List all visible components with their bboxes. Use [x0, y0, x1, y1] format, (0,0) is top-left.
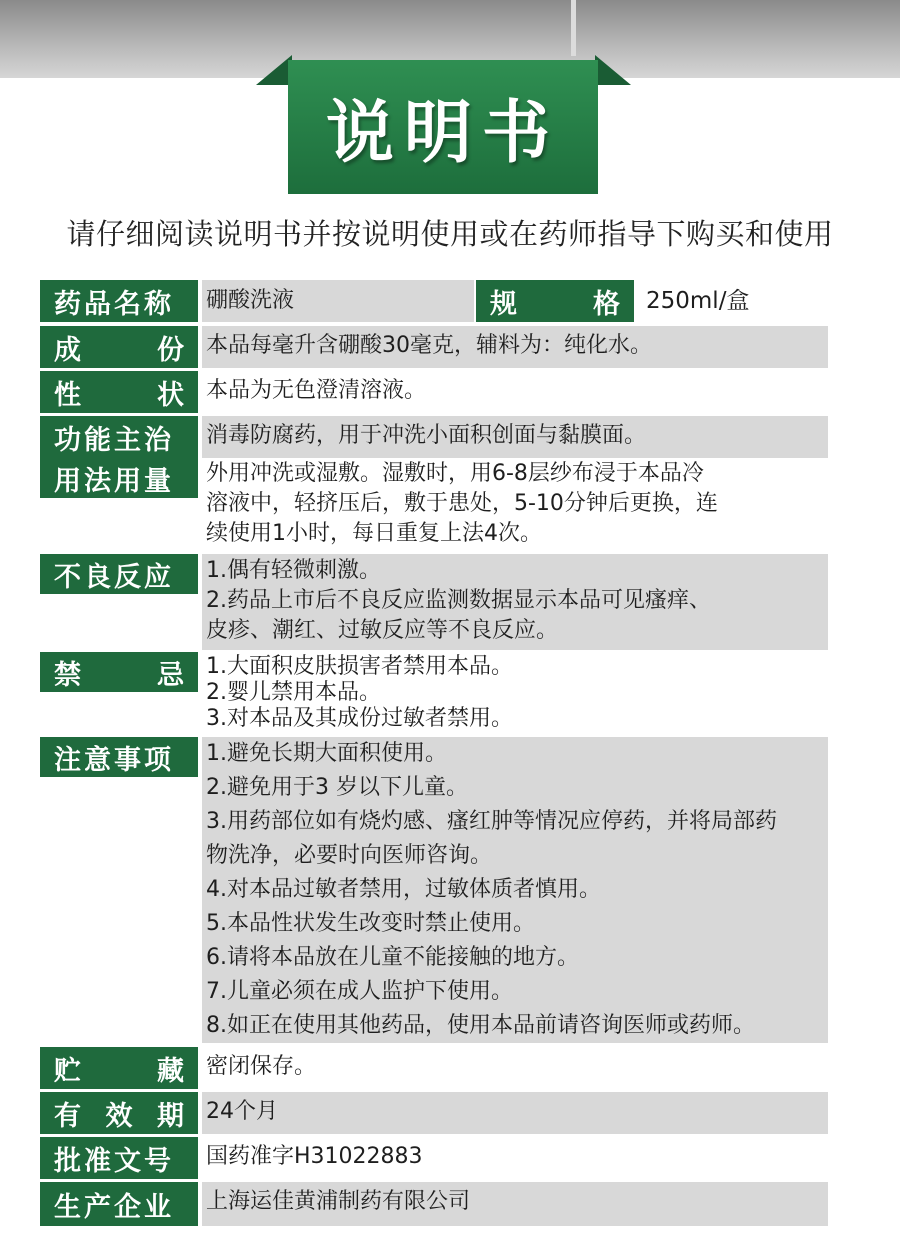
label-char: 格 [593, 288, 620, 320]
table-row-manufacturer [40, 1182, 828, 1226]
value-line: 密闭保存。 [206, 1054, 317, 1079]
row-label [40, 737, 198, 777]
label-char: 禁 [54, 659, 81, 691]
ribbon-fold-right [595, 55, 631, 85]
value-line: 硼酸洗液 [206, 288, 295, 313]
label-char: 期 [157, 1100, 184, 1132]
value-line: 1.偶有轻微刺激。 [206, 558, 381, 583]
row-label [40, 326, 198, 368]
value-line: 3.用药部位如有烧灼感、瘙红肿等情况应停药，并将局部药 [206, 809, 777, 834]
label-char: 藏 [157, 1055, 184, 1087]
value-line: 消毒防腐药，用于冲洗小面积创面与黏膜面。 [206, 423, 647, 448]
row-value [202, 1047, 828, 1089]
label-char: 贮 [54, 1055, 81, 1087]
row-value [202, 416, 828, 458]
value-line: 本品每毫升含硼酸30毫克，辅料为：纯化水。 [206, 333, 652, 358]
row-label [40, 554, 198, 594]
row-value [202, 371, 828, 413]
table-row-precautions [40, 737, 828, 1043]
value-line: 3.对本品及其成份过敏者禁用。 [206, 706, 513, 731]
value-line: 2.避免用于3 岁以下儿童。 [206, 775, 468, 800]
row-label [40, 1047, 198, 1089]
row-value [202, 1137, 828, 1179]
label-char: 成 [54, 334, 81, 366]
label-text: 生产企业 [54, 1191, 174, 1223]
page-title: 说明书 [325, 93, 560, 173]
row-label [40, 371, 198, 413]
label-text: 用法用量 [54, 465, 174, 497]
row-label [40, 1092, 198, 1134]
label-text: 批准文号 [54, 1145, 174, 1177]
label-char: 忌 [157, 659, 184, 691]
spec-label [476, 280, 634, 322]
label-char: 有 [54, 1100, 81, 1132]
table-row-dosage [40, 458, 828, 552]
value-line: 5.本品性状发生改变时禁止使用。 [206, 911, 535, 936]
row-label [40, 458, 198, 498]
value-line: 1.避免长期大面积使用。 [206, 741, 447, 766]
value-line: 上海运佳黄浦制药有限公司 [206, 1189, 471, 1214]
label-text: 注意事项 [54, 744, 174, 776]
row-value [202, 737, 828, 1043]
label-char: 规 [490, 288, 517, 320]
subtitle: 请仔细阅读说明书并按说明使用或在药师指导下购买和使用 [66, 217, 834, 251]
table-row-validity [40, 1092, 828, 1134]
value-line: 6.请将本品放在儿童不能接触的地方。 [206, 945, 579, 970]
value-line: 4.对本品过敏者禁用，过敏体质者慎用。 [206, 877, 601, 902]
row-value [202, 554, 828, 650]
row-label [40, 416, 198, 458]
table-row-drug-name [40, 280, 828, 322]
label-char: 份 [157, 334, 184, 366]
table-row-storage [40, 1047, 828, 1089]
row-label [40, 280, 198, 322]
value-line: 2.药品上市后不良反应监测数据显示本品可见瘙痒、 [206, 588, 711, 613]
title-banner [288, 60, 598, 194]
spec-value: 250ml/盒 [638, 280, 828, 322]
ribbon-fold-left [256, 55, 292, 85]
row-value [202, 280, 474, 322]
row-value [202, 652, 828, 736]
row-value [202, 1092, 828, 1134]
value-line: 8.如正在使用其他药品，使用本品前请咨询医师或药师。 [206, 1013, 755, 1038]
label-char: 性 [54, 379, 81, 411]
row-value [202, 326, 828, 368]
value-line: 皮疹、潮红、过敏反应等不良反应。 [206, 618, 559, 643]
table-row-properties [40, 371, 828, 413]
label-text: 不良反应 [54, 561, 174, 593]
table-row-approval-number [40, 1137, 828, 1179]
label-char: 效 [105, 1100, 133, 1132]
value-line: 溶液中，轻挤压后，敷于患处，5-10分钟后更换，连 [206, 491, 718, 516]
row-value [202, 1182, 828, 1226]
label-char: 状 [157, 379, 184, 411]
label-text: 功能主治 [54, 424, 174, 456]
value-line: 物洗净，必要时向医师咨询。 [206, 843, 493, 868]
value-line: 续使用1小时，每日重复上法4次。 [206, 521, 542, 546]
table-row-ingredients [40, 326, 828, 368]
value-line: 国药准字H31022883 [206, 1144, 423, 1169]
row-label [40, 1182, 198, 1226]
value-line: 外用冲洗或湿敷。湿敷时，用6-8层纱布浸于本品冷 [206, 461, 704, 486]
value-line: 本品为无色澄清溶液。 [206, 378, 427, 403]
row-label [40, 652, 198, 692]
value-line: 7.儿童必须在成人监护下使用。 [206, 979, 513, 1004]
row-label [40, 1137, 198, 1179]
value-line: 2.婴儿禁用本品。 [206, 680, 381, 705]
value-line: 1.大面积皮肤损害者禁用本品。 [206, 654, 513, 679]
hanging-string [571, 0, 576, 56]
value-line: 24个月 [206, 1099, 278, 1124]
table-row-indications [40, 416, 828, 458]
table-row-adverse-reactions [40, 554, 828, 650]
table-row-contraindications [40, 652, 828, 736]
row-value [202, 458, 828, 552]
label-text: 药品名称 [54, 288, 174, 320]
